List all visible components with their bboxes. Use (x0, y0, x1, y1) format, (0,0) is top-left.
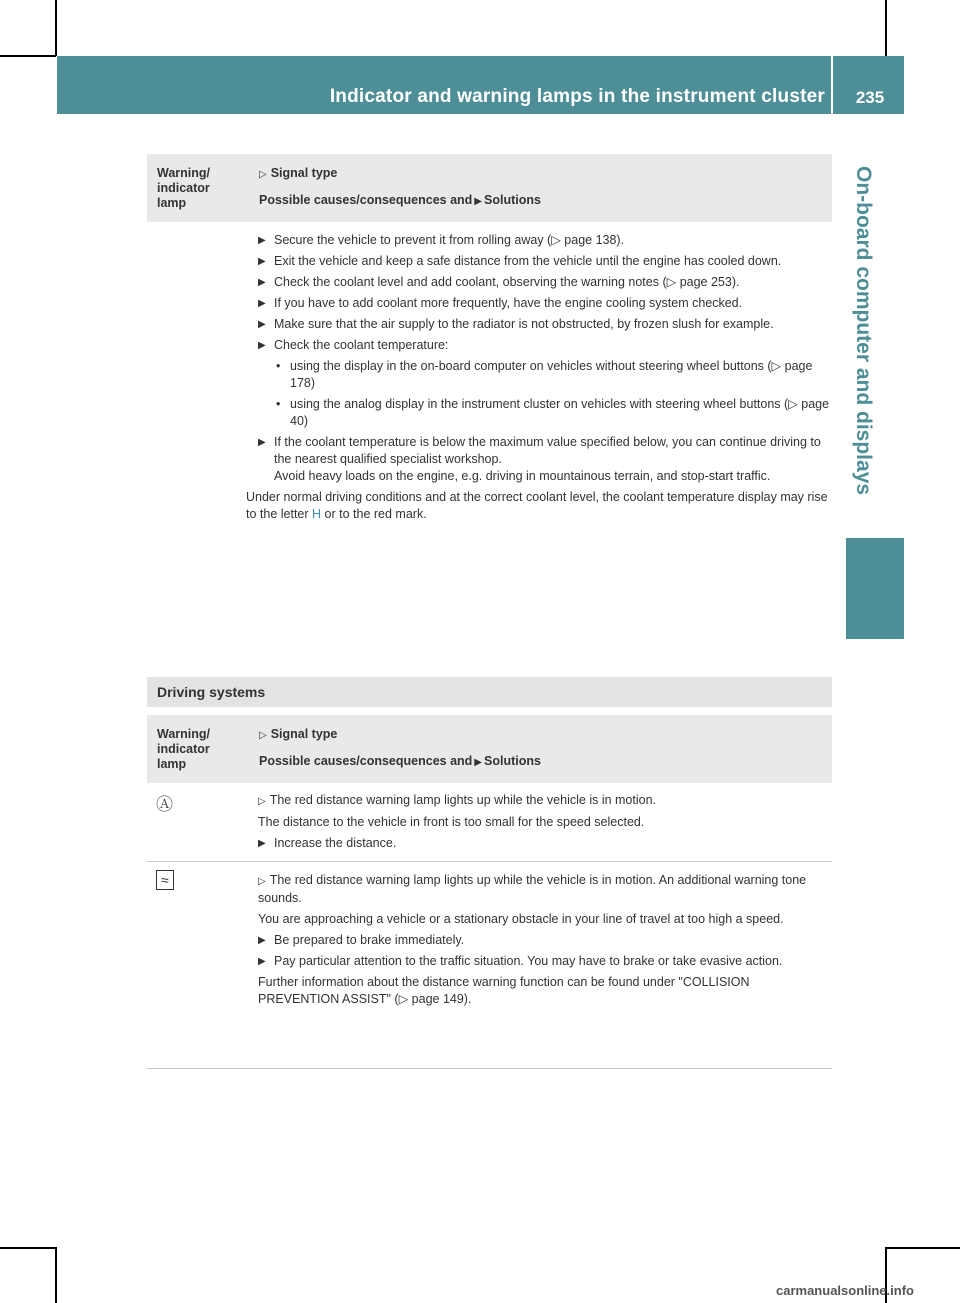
step: ▶ Increase the distance. (258, 836, 397, 850)
side-tab-label: On-board computer and displays (852, 166, 875, 496)
step: ▶ Check the coolant temperature: (258, 338, 449, 352)
causes-label: Possible causes/consequences and (259, 193, 473, 207)
bullet-icon: • (276, 359, 281, 373)
section-title: Driving systems (157, 684, 266, 700)
crop-mark (0, 55, 56, 57)
signal-type-label: Signal type (270, 727, 338, 741)
signal-icon: ▷ (258, 876, 266, 887)
continued-content (246, 232, 830, 527)
step-note: Avoid heavy loads on the engine, e.g. driving in mountainous terrain, and stop-start traffic. (274, 469, 771, 483)
step: ▶ Secure the vehicle to prevent it from rolling away (▷ page 138). (258, 233, 625, 247)
arrow-icon: ▶ (258, 277, 266, 288)
arrow-icon: ▶ (258, 956, 266, 967)
bullet-icon: • (276, 397, 281, 411)
page-title: Indicator and warning lamps in the instrument cluster (329, 86, 825, 107)
signal-type-label: Signal type (270, 166, 338, 180)
arrow-icon: ▶ (258, 838, 266, 849)
distance-warning-icon: Ⓐ (156, 795, 173, 814)
step: ▶ If you have to add coolant more frequently, have the engine cooling system checked. (258, 296, 743, 310)
section-bar (147, 677, 832, 707)
signal-icon: ▷ (258, 796, 266, 807)
arrow-icon: ▶ (258, 298, 266, 309)
row-divider (147, 861, 832, 862)
row-divider (147, 1068, 832, 1069)
header-signal-column (259, 166, 541, 209)
solutions-label: Solutions (484, 754, 541, 768)
crop-mark (887, 1247, 960, 1249)
step: ▶ Make sure that the air supply to the radiator is not obstructed, by frozen slush for example. (258, 317, 774, 331)
header-signal-column (259, 727, 541, 770)
arrow-icon: ▶ (258, 340, 266, 351)
table-header (147, 154, 832, 222)
arrow-icon: ▶ (474, 196, 482, 207)
step: ▶ Be prepared to brake immediately. (258, 933, 465, 947)
header-lamp-column: Warning/ indicator lamp (157, 166, 211, 210)
step: ▶ If the coolant temperature is below the maximum value specified below, you can continue driving to the nearest qualified specialist workshop. (258, 435, 821, 466)
arrow-icon: ▶ (258, 437, 266, 448)
crop-mark (55, 1247, 57, 1303)
watermark: carmanualsonline.info (776, 1283, 914, 1298)
table-row: ▷ The red distance warning lamp lights up while the vehicle is in motion. The distance to the vehicle in front is too small for the speed selected. ▶ Increase the distance. (258, 792, 830, 856)
header-divider (831, 56, 833, 114)
step: ▶ Check the coolant level and add coolant, observing the warning notes (▷ page 253). (258, 275, 740, 289)
signal-icon: ▷ (259, 730, 267, 741)
table-header (147, 715, 832, 783)
causes-label: Possible causes/consequences and (259, 754, 473, 768)
crop-mark (0, 1247, 56, 1249)
arrow-icon: ▶ (258, 319, 266, 330)
solutions-label: Solutions (484, 193, 541, 207)
arrow-icon: ▶ (258, 935, 266, 946)
coolant-note: Under normal driving conditions and at the correct coolant level, the coolant temperature display may rise to the letter H or to the red mark. (246, 490, 828, 521)
bullet-item: • using the analog display in the instrument cluster on vehicles with steering wheel buttons (▷ page 40) (276, 397, 830, 428)
arrow-icon: ▶ (258, 256, 266, 267)
crop-mark (885, 0, 887, 56)
crop-mark (55, 0, 57, 56)
highlight-letter: H (312, 507, 322, 521)
step: ▶ Exit the vehicle and keep a safe distance from the vehicle until the engine has cooled down. (258, 254, 782, 268)
arrow-icon: ▶ (474, 757, 482, 768)
step: ▶ Pay particular attention to the traffic situation. You may have to brake or take evasive action. (258, 954, 783, 968)
signal-icon: ▷ (259, 169, 267, 180)
header-lamp-column: Warning/ indicator lamp (157, 727, 211, 771)
collision-warning-icon: ≈ (156, 870, 174, 890)
table-row: ▷ The red distance warning lamp lights up while the vehicle is in motion. An additional warning tone sounds. You are approaching a vehicle or a stationary obstacle in your line of travel at too high a speed. ▶ Be prepared to brake immediately. ▶ Pay particular attention to the traffic situation. You may have to brake or take evasive action. Further information about the distance warning function can be found under "COLLISION PREVENTION ASSIST" (▷ page 149). (258, 872, 830, 1012)
side-block (846, 538, 904, 639)
bullet-item: • using the display in the on-board computer on vehicles without steering wheel buttons (▷ page 178) (276, 359, 813, 390)
arrow-icon: ▶ (258, 235, 266, 246)
page-number: 235 (855, 88, 885, 107)
